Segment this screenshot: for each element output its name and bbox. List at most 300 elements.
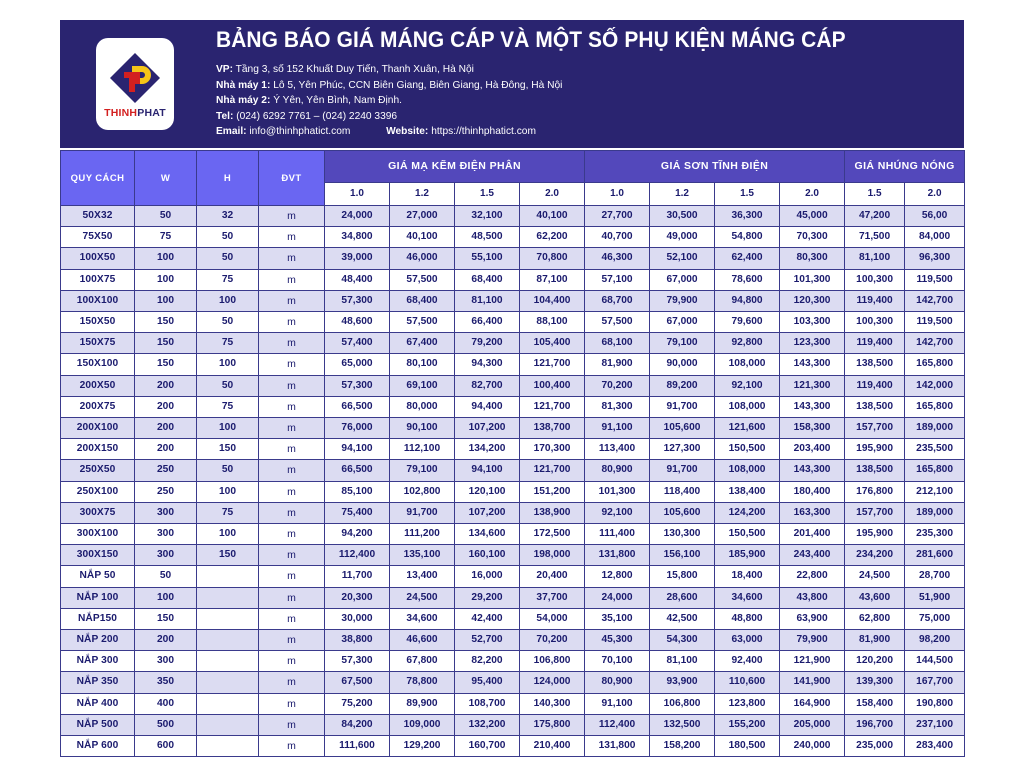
cell-price: 176,800 (845, 481, 905, 502)
contact-value-factory2: Ý Yên, Yên Bình, Nam Định. (273, 95, 402, 107)
cell-price: 107,200 (455, 418, 520, 439)
cell-price: 157,700 (845, 502, 905, 523)
cell-price: 243,400 (780, 545, 845, 566)
cell-price: 90,000 (650, 354, 715, 375)
cell-price: 24,500 (390, 587, 455, 608)
cell-price: 212,100 (905, 481, 965, 502)
cell-price: 71,500 (845, 227, 905, 248)
cell-price: 49,000 (650, 227, 715, 248)
cell-price: 235,300 (905, 524, 965, 545)
cell-price: 89,900 (390, 693, 455, 714)
logo-wordmark (104, 107, 166, 119)
table-row (61, 290, 965, 311)
cell-price: 82,700 (455, 375, 520, 396)
cell-price: 63,000 (715, 630, 780, 651)
cell-width: 200 (135, 375, 197, 396)
cell-price: 106,800 (650, 693, 715, 714)
cell-spec: 100X75 (61, 269, 135, 290)
table-row (61, 545, 965, 566)
cell-price: 81,900 (845, 630, 905, 651)
cell-price: 158,300 (780, 418, 845, 439)
contact-row-factory1 (216, 78, 954, 94)
cell-price: 57,500 (390, 269, 455, 290)
thickness-header-g0-t1: 1.2 (390, 182, 455, 205)
cell-price: 120,300 (780, 290, 845, 311)
cell-price: 165,800 (905, 396, 965, 417)
table-row (61, 714, 965, 735)
cell-price: 91,100 (585, 418, 650, 439)
cell-height: 150 (197, 545, 259, 566)
cell-price: 20,400 (520, 566, 585, 587)
cell-price: 24,000 (585, 587, 650, 608)
cell-price: 78,800 (390, 672, 455, 693)
cell-price: 120,200 (845, 651, 905, 672)
cell-price: 85,100 (325, 481, 390, 502)
cell-price: 138,900 (520, 502, 585, 523)
cell-width: 600 (135, 736, 197, 757)
cell-price: 48,800 (715, 608, 780, 629)
cell-price: 68,700 (585, 290, 650, 311)
cell-price: 103,300 (780, 312, 845, 333)
cell-price: 110,600 (715, 672, 780, 693)
cell-price: 80,300 (780, 248, 845, 269)
cell-price: 75,400 (325, 502, 390, 523)
cell-unit: m (259, 227, 325, 248)
cell-price: 24,500 (845, 566, 905, 587)
cell-unit: m (259, 651, 325, 672)
cell-price: 112,400 (325, 545, 390, 566)
cell-price: 57,300 (325, 375, 390, 396)
cell-unit: m (259, 375, 325, 396)
cell-price: 92,100 (715, 375, 780, 396)
cell-price: 94,300 (455, 354, 520, 375)
cell-width: 100 (135, 248, 197, 269)
cell-price: 79,600 (715, 312, 780, 333)
cell-price: 119,500 (905, 312, 965, 333)
table-body (61, 206, 965, 757)
contact-label-website: Website: (386, 126, 429, 138)
cell-price: 76,000 (325, 418, 390, 439)
cell-height: 100 (197, 354, 259, 375)
cell-spec: 50X32 (61, 206, 135, 227)
cell-price: 27,700 (585, 206, 650, 227)
cell-unit: m (259, 290, 325, 311)
cell-price: 46,000 (390, 248, 455, 269)
cell-price: 142,700 (905, 290, 965, 311)
cell-spec: 250X100 (61, 481, 135, 502)
cell-price: 105,400 (520, 333, 585, 354)
cell-price: 135,100 (390, 545, 455, 566)
cell-price: 105,600 (650, 502, 715, 523)
cell-width: 250 (135, 460, 197, 481)
cell-price: 94,400 (455, 396, 520, 417)
cell-height (197, 608, 259, 629)
cell-height: 150 (197, 439, 259, 460)
cell-price: 89,200 (650, 375, 715, 396)
cell-width: 200 (135, 396, 197, 417)
table-row (61, 418, 965, 439)
cell-height (197, 630, 259, 651)
cell-spec: NẮP 200 (61, 630, 135, 651)
cell-price: 43,800 (780, 587, 845, 608)
table-row (61, 227, 965, 248)
contact-value-website[interactable]: https://thinhphatict.com (431, 126, 536, 138)
contact-label-factory2: Nhà máy 2: (216, 95, 271, 107)
cell-price: 195,900 (845, 524, 905, 545)
cell-price: 94,200 (325, 524, 390, 545)
cell-price: 151,200 (520, 481, 585, 502)
cell-price: 52,100 (650, 248, 715, 269)
cell-price: 132,200 (455, 714, 520, 735)
cell-price: 160,700 (455, 736, 520, 757)
cell-price: 32,100 (455, 206, 520, 227)
page-title: BẢNG BÁO GIÁ MÁNG CÁP VÀ MỘT SỐ PHỤ KIỆN MÁNG CÁP (216, 27, 846, 53)
cell-price: 175,800 (520, 714, 585, 735)
cell-price: 57,500 (585, 312, 650, 333)
cell-price: 12,800 (585, 566, 650, 587)
cell-unit: m (259, 354, 325, 375)
cell-height: 100 (197, 418, 259, 439)
table-row (61, 375, 965, 396)
cell-price: 101,300 (585, 481, 650, 502)
cell-price: 79,200 (455, 333, 520, 354)
cell-price: 172,500 (520, 524, 585, 545)
cell-price: 138,500 (845, 354, 905, 375)
cell-price: 155,200 (715, 714, 780, 735)
cell-price: 105,600 (650, 418, 715, 439)
cell-price: 235,000 (845, 736, 905, 757)
cell-price: 37,700 (520, 587, 585, 608)
cell-price: 108,000 (715, 354, 780, 375)
cell-width: 150 (135, 333, 197, 354)
table-row (61, 248, 965, 269)
company-logo (96, 38, 174, 130)
cell-height: 75 (197, 502, 259, 523)
document-header (60, 20, 964, 148)
cell-height (197, 736, 259, 757)
cell-width: 150 (135, 312, 197, 333)
cell-price: 16,000 (455, 566, 520, 587)
cell-price: 190,800 (905, 693, 965, 714)
cell-price: 45,300 (585, 630, 650, 651)
contact-value-email[interactable]: info@thinhphatict.com (249, 126, 351, 138)
cell-spec: 100X50 (61, 248, 135, 269)
cell-price: 150,500 (715, 524, 780, 545)
cell-price: 54,300 (650, 630, 715, 651)
cell-price: 111,400 (585, 524, 650, 545)
cell-price: 150,500 (715, 439, 780, 460)
cell-price: 138,700 (520, 418, 585, 439)
cell-unit: m (259, 206, 325, 227)
cell-price: 104,400 (520, 290, 585, 311)
cell-price: 70,800 (520, 248, 585, 269)
cell-unit: m (259, 587, 325, 608)
cell-price: 157,700 (845, 418, 905, 439)
cell-price: 67,500 (325, 672, 390, 693)
cell-price: 70,200 (520, 630, 585, 651)
cell-price: 170,300 (520, 439, 585, 460)
cell-price: 94,100 (325, 439, 390, 460)
cell-spec: NẮP 100 (61, 587, 135, 608)
cell-price: 92,800 (715, 333, 780, 354)
cell-width: 200 (135, 630, 197, 651)
cell-width: 150 (135, 608, 197, 629)
contact-row-tel (216, 109, 954, 125)
cell-price: 66,500 (325, 460, 390, 481)
cell-price: 62,200 (520, 227, 585, 248)
cell-price: 121,900 (780, 651, 845, 672)
cell-price: 210,400 (520, 736, 585, 757)
cell-price: 80,900 (585, 672, 650, 693)
cell-price: 143,300 (780, 460, 845, 481)
cell-price: 80,000 (390, 396, 455, 417)
cell-unit: m (259, 481, 325, 502)
cell-price: 118,400 (650, 481, 715, 502)
cell-price: 113,400 (585, 439, 650, 460)
cell-unit: m (259, 693, 325, 714)
table-row (61, 587, 965, 608)
cell-price: 101,300 (780, 269, 845, 290)
contact-value-office: Tầng 3, số 152 Khuất Duy Tiến, Thanh Xuân, Hà Nội (235, 64, 474, 76)
cell-price: 28,700 (905, 566, 965, 587)
cell-price: 30,500 (650, 206, 715, 227)
contact-value-tel: (024) 6292 7761 – (024) 2240 3396 (236, 110, 398, 122)
cell-price: 18,400 (715, 566, 780, 587)
cell-price: 75,200 (325, 693, 390, 714)
cell-price: 63,900 (780, 608, 845, 629)
cell-unit: m (259, 418, 325, 439)
cell-price: 109,000 (390, 714, 455, 735)
cell-price: 138,500 (845, 460, 905, 481)
cell-price: 13,400 (390, 566, 455, 587)
cell-price: 167,700 (905, 672, 965, 693)
cell-price: 143,300 (780, 396, 845, 417)
thickness-header-g1-t1: 1.2 (650, 182, 715, 205)
col-header-dvt: ĐVT (259, 151, 325, 206)
cell-width: 300 (135, 651, 197, 672)
contact-label-tel: Tel: (216, 110, 234, 122)
cell-price: 94,800 (715, 290, 780, 311)
cell-price: 55,100 (455, 248, 520, 269)
cell-price: 87,100 (520, 269, 585, 290)
cell-price: 91,700 (650, 460, 715, 481)
cell-price: 142,000 (905, 375, 965, 396)
cell-price: 54,800 (715, 227, 780, 248)
cell-price: 127,300 (650, 439, 715, 460)
cell-width: 250 (135, 481, 197, 502)
cell-spec: 150X50 (61, 312, 135, 333)
cell-price: 79,100 (650, 333, 715, 354)
cell-price: 84,200 (325, 714, 390, 735)
cell-price: 42,400 (455, 608, 520, 629)
cell-price: 68,400 (455, 269, 520, 290)
cell-spec: 300X75 (61, 502, 135, 523)
cell-spec: 150X100 (61, 354, 135, 375)
cell-price: 203,400 (780, 439, 845, 460)
cell-price: 67,400 (390, 333, 455, 354)
cell-price: 201,400 (780, 524, 845, 545)
cell-price: 134,200 (455, 439, 520, 460)
cell-price: 106,800 (520, 651, 585, 672)
cell-unit: m (259, 333, 325, 354)
cell-price: 119,500 (905, 269, 965, 290)
cell-price: 75,000 (905, 608, 965, 629)
cell-spec: 200X50 (61, 375, 135, 396)
cell-width: 350 (135, 672, 197, 693)
cell-unit: m (259, 630, 325, 651)
table-row (61, 672, 965, 693)
cell-price: 81,100 (845, 248, 905, 269)
cell-price: 70,300 (780, 227, 845, 248)
table-row (61, 206, 965, 227)
cell-spec: NẮP 350 (61, 672, 135, 693)
cell-price: 121,300 (780, 375, 845, 396)
thickness-header-g1-t0: 1.0 (585, 182, 650, 205)
diamond-logo-icon (107, 50, 163, 106)
thickness-header-g0-t3: 2.0 (520, 182, 585, 205)
cell-price: 36,300 (715, 206, 780, 227)
cell-height: 50 (197, 248, 259, 269)
contact-row-office (216, 62, 954, 78)
cell-price: 57,500 (390, 312, 455, 333)
cell-price: 28,600 (650, 587, 715, 608)
cell-unit: m (259, 248, 325, 269)
table-row (61, 354, 965, 375)
cell-height: 100 (197, 524, 259, 545)
cell-price: 48,400 (325, 269, 390, 290)
cell-unit: m (259, 460, 325, 481)
cell-unit: m (259, 524, 325, 545)
table-row (61, 524, 965, 545)
cell-spec: 200X150 (61, 439, 135, 460)
cell-price: 158,400 (845, 693, 905, 714)
table-head (61, 151, 965, 206)
cell-width: 100 (135, 290, 197, 311)
cell-spec: 300X150 (61, 545, 135, 566)
cell-unit: m (259, 396, 325, 417)
cell-price: 100,300 (845, 312, 905, 333)
cell-height (197, 651, 259, 672)
cell-width: 100 (135, 587, 197, 608)
cell-price: 62,800 (845, 608, 905, 629)
group-header-ma-kem-dien-phan: GIÁ MẠ KẼM ĐIỆN PHÂN (325, 151, 585, 183)
cell-price: 84,000 (905, 227, 965, 248)
table-row (61, 693, 965, 714)
cell-height: 75 (197, 269, 259, 290)
table-row (61, 460, 965, 481)
cell-price: 48,600 (325, 312, 390, 333)
cell-height: 100 (197, 290, 259, 311)
cell-price: 34,600 (390, 608, 455, 629)
cell-price: 56,00 (905, 206, 965, 227)
cell-price: 79,900 (780, 630, 845, 651)
cell-price: 65,000 (325, 354, 390, 375)
cell-price: 91,700 (650, 396, 715, 417)
cell-spec: 200X75 (61, 396, 135, 417)
thickness-header-g1-t2: 1.5 (715, 182, 780, 205)
cell-price: 38,800 (325, 630, 390, 651)
cell-spec: NẮP 600 (61, 736, 135, 757)
cell-price: 144,500 (905, 651, 965, 672)
cell-price: 94,100 (455, 460, 520, 481)
cell-spec: NẮP 50 (61, 566, 135, 587)
table-row (61, 608, 965, 629)
group-header-son-tinh-dien: GIÁ SƠN TĨNH ĐIỆN (585, 151, 845, 183)
cell-height (197, 672, 259, 693)
table-row (61, 481, 965, 502)
cell-price: 156,100 (650, 545, 715, 566)
cell-price: 11,700 (325, 566, 390, 587)
cell-price: 39,000 (325, 248, 390, 269)
cell-spec: 300X100 (61, 524, 135, 545)
cell-price: 47,200 (845, 206, 905, 227)
cell-price: 92,400 (715, 651, 780, 672)
cell-price: 46,300 (585, 248, 650, 269)
cell-price: 67,800 (390, 651, 455, 672)
cell-price: 158,200 (650, 736, 715, 757)
cell-price: 66,400 (455, 312, 520, 333)
cell-width: 300 (135, 502, 197, 523)
contact-info (216, 62, 954, 140)
cell-price: 42,500 (650, 608, 715, 629)
cell-spec: NẮP 500 (61, 714, 135, 735)
cell-price: 160,100 (455, 545, 520, 566)
cell-price: 45,000 (780, 206, 845, 227)
table-row (61, 566, 965, 587)
cell-price: 78,600 (715, 269, 780, 290)
cell-price: 107,200 (455, 502, 520, 523)
contact-value-factory1: Lô 5, Yên Phúc, CCN Biên Giang, Biên Giang, Hà Đông, Hà Nội (273, 79, 563, 91)
contact-row-factory2 (216, 93, 954, 109)
table-row (61, 396, 965, 417)
cell-spec: 75X50 (61, 227, 135, 248)
cell-price: 142,700 (905, 333, 965, 354)
cell-price: 96,300 (905, 248, 965, 269)
cell-price: 54,000 (520, 608, 585, 629)
col-header-w: W (135, 151, 197, 206)
cell-width: 50 (135, 566, 197, 587)
cell-price: 81,300 (585, 396, 650, 417)
cell-width: 200 (135, 418, 197, 439)
thickness-header-g2-t0: 1.5 (845, 182, 905, 205)
cell-price: 90,100 (390, 418, 455, 439)
cell-unit: m (259, 439, 325, 460)
cell-price: 81,100 (650, 651, 715, 672)
group-header-nhung-nong: GIÁ NHÚNG NÓNG (845, 151, 965, 183)
table-header-row-groups (61, 151, 965, 183)
cell-price: 138,500 (845, 396, 905, 417)
cell-price: 67,000 (650, 312, 715, 333)
cell-price: 120,100 (455, 481, 520, 502)
cell-price: 180,400 (780, 481, 845, 502)
cell-spec: 150X75 (61, 333, 135, 354)
cell-unit: m (259, 608, 325, 629)
cell-price: 43,600 (845, 587, 905, 608)
cell-price: 80,100 (390, 354, 455, 375)
cell-price: 140,300 (520, 693, 585, 714)
cell-price: 141,900 (780, 672, 845, 693)
cell-height: 75 (197, 333, 259, 354)
cell-price: 34,800 (325, 227, 390, 248)
thickness-header-g0-t0: 1.0 (325, 182, 390, 205)
table-row (61, 333, 965, 354)
cell-width: 150 (135, 354, 197, 375)
cell-price: 57,400 (325, 333, 390, 354)
cell-price: 281,600 (905, 545, 965, 566)
cell-width: 75 (135, 227, 197, 248)
cell-price: 108,000 (715, 396, 780, 417)
cell-width: 50 (135, 206, 197, 227)
